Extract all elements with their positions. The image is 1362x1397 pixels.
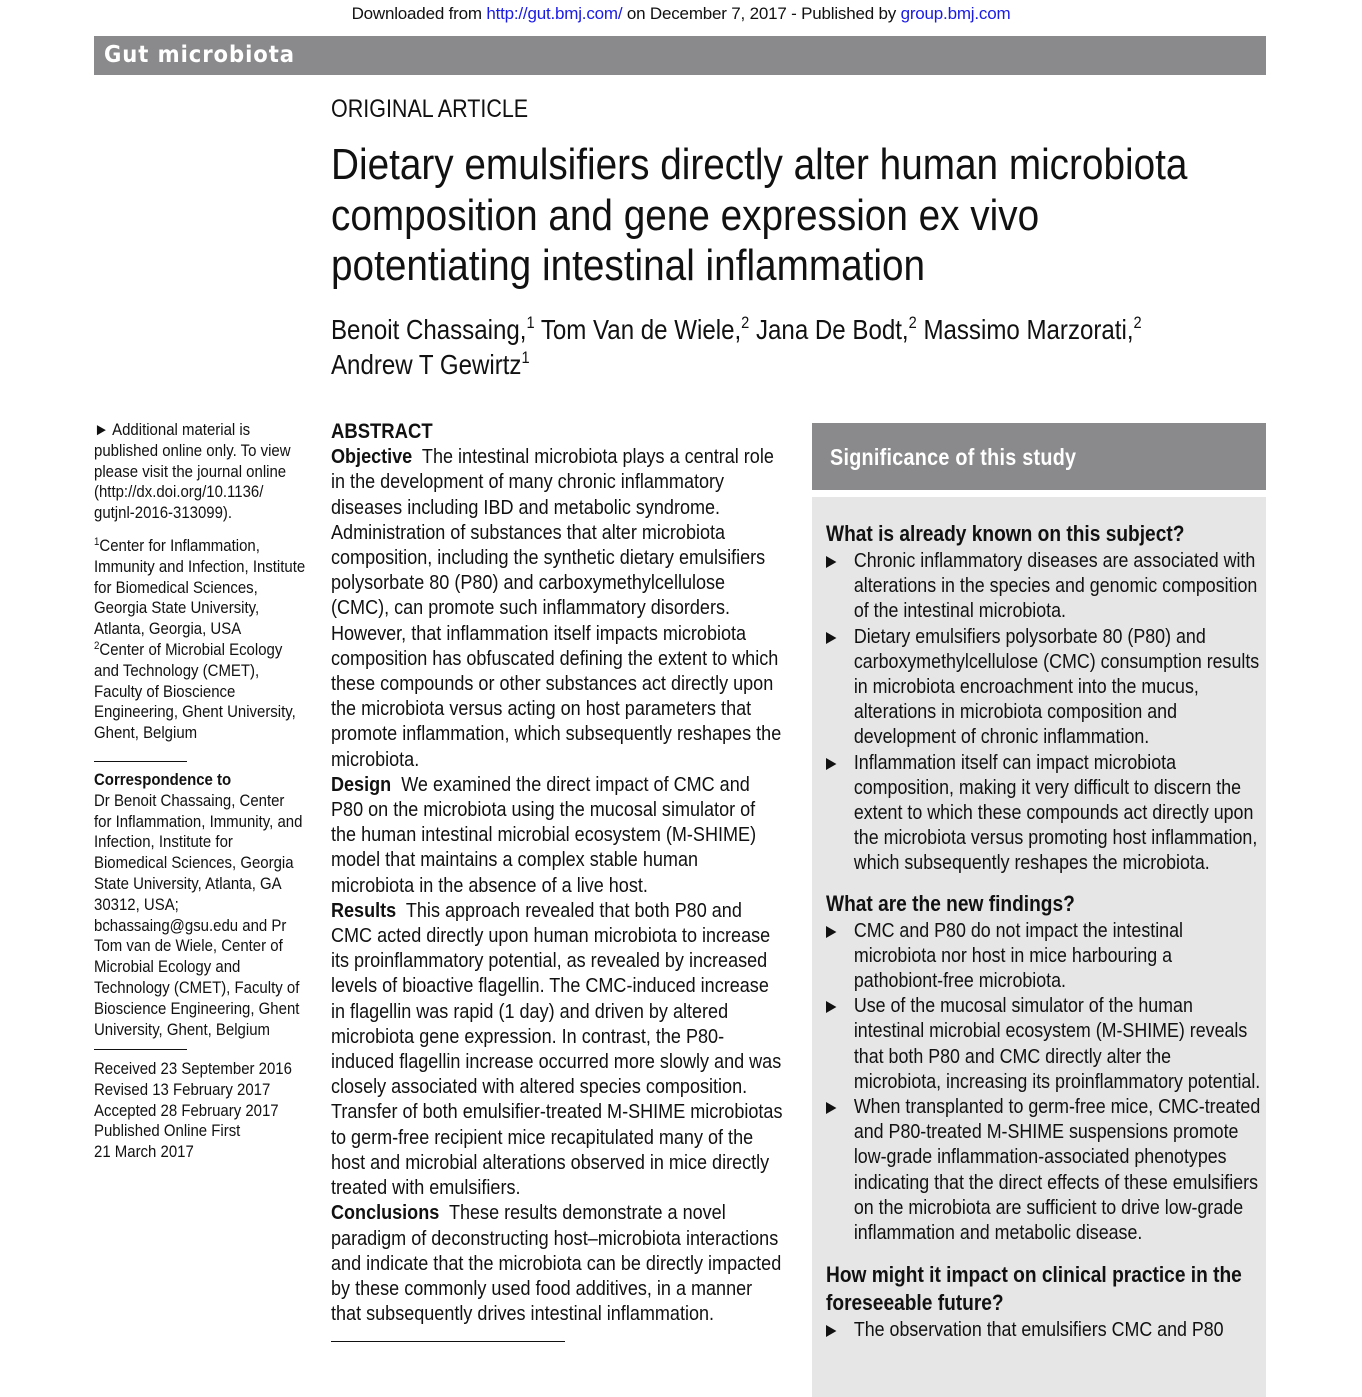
author: Massimo Marzorati,	[923, 314, 1134, 345]
additional-material-text: ► Additional material is published online only. To view please visit the journal online (http://dx.doi.org/10.1136/ gutjnl-2016-313099).	[94, 420, 291, 523]
triangle-bullet-icon	[826, 632, 836, 644]
date-received: Received 23 September 2016	[94, 1059, 292, 1078]
section-text: These results demonstrate a novel paradigm of deconstructing host–microbiota interactions and indicate that the microbiota can be directly impacted by these commonly used food additives, in a manner that subsequently drives intestinal inflammation.	[331, 1201, 782, 1326]
affiliation-number: 2	[94, 639, 100, 652]
author: Tom Van de Wiele,	[540, 314, 742, 345]
triangle-bullet-icon	[826, 758, 836, 770]
section-text: We examined the direct impact of CMC and P80 on the microbiota using the mucosal simulator of the human intestinal microbial ecosystem (M-SHIME) model that maintains a complex stable human microbiota in the absence of a live host.	[331, 772, 757, 897]
group-heading: What are the new findings?	[826, 890, 1075, 916]
title-line: Dietary emulsifiers directly alter human microbiota	[331, 140, 1188, 189]
divider	[94, 761, 187, 762]
author-list	[331, 312, 1191, 382]
bullet-item: Chronic inflammatory diseases are associated with alterations in the species and genomic composition of the intestinal microbiota.	[826, 548, 1261, 624]
triangle-bullet-icon	[826, 556, 836, 568]
title-line: potentiating intestinal inflammation	[331, 241, 926, 290]
section-label: Gut microbiota	[104, 42, 295, 68]
divider	[331, 1341, 565, 1342]
bullet-item: The observation that emulsifiers CMC and P80	[826, 1317, 1261, 1342]
affiliation-text: Center of Microbial Ecology and Technology (CMET), Faculty of Bioscience Engineering, Ghent University, Ghent, Belgium	[94, 639, 296, 743]
affiliations	[94, 536, 305, 744]
affiliation-marker: 2	[908, 313, 917, 332]
bullet-list	[826, 1317, 1261, 1342]
affiliation-text: Center for Inflammation, Immunity and Infection, Institute for Biomedical Sciences, Georgia State University, Atlanta, Georgia, USA	[94, 536, 306, 639]
section-label: Results	[331, 898, 397, 922]
additional-material-note	[94, 420, 305, 524]
author: Andrew T Gewirtz	[331, 349, 522, 380]
article-type: ORIGINAL ARTICLE	[331, 95, 529, 123]
bullet-item: Dietary emulsifiers polysorbate 80 (P80) and carboxymethylcellulose (CMC) consumption results in microbiota encroachment into the mucus, alterations in microbiota composition and development of chronic inflammation.	[826, 624, 1261, 750]
section-label: Design	[331, 772, 392, 796]
section-text: The intestinal microbiota plays a central role in the development of many chronic inflammatory diseases including IBD and metabolic syndrome. Administration of substances that alter microbiota composition, including the synthetic dietary emulsifiers polysorbate 80 (P80) and carboxymethylcellulose (CMC), can promote such inflammatory disorders. However, that inflammation itself impacts microbiota composition has obfuscated defining the extent to which these compounds or other substances act directly upon the microbiota versus acting on host parameters that promote inflammation, which subsequently reshapes the microbiota.	[331, 445, 782, 771]
bullet-item: Use of the mucosal simulator of the human intestinal microbial ecosystem (M-SHIME) reveals that both P80 and CMC directly alter the microbiota, increasing its proinflammatory potential.	[826, 993, 1261, 1094]
affiliation	[94, 640, 305, 744]
date-published-label: Published Online First	[94, 1121, 241, 1141]
affiliation-marker: 1	[526, 313, 535, 332]
triangle-bullet-icon	[826, 926, 836, 938]
divider	[94, 1049, 187, 1050]
triangle-bullet-icon	[826, 1001, 836, 1013]
affiliation-marker: 1	[521, 348, 530, 367]
section-text: This approach revealed that both P80 and CMC acted directly upon human microbiota to increase its proinflammatory potential, as revealed by increased levels of bioactive flagellin. The CMC-induced increase in flagellin was rapid (1 day) and driven by altered microbiota gene expression. In contrast, the P80-induced flagellin increase occurred more slowly and was closely associated with altered species composition. Transfer of both emulsifier-treated M-SHIME microbiotas to germ-free recipient mice recapitulated many of the host and microbial alterations observed in mice directly treated with emulsifiers.	[331, 898, 783, 1200]
group-bmj-link[interactable]: group.bmj.com	[900, 4, 1011, 23]
article-title	[331, 140, 1211, 292]
download-middle: on December 7, 2017 - Published by	[622, 4, 901, 23]
abstract-section-conclusions	[331, 1200, 784, 1326]
section-label: Objective	[331, 445, 413, 469]
date-accepted: Accepted 28 February 2017	[94, 1100, 279, 1120]
affiliation-number: 1	[94, 536, 100, 548]
article-dates	[94, 1059, 305, 1163]
significance-header	[812, 423, 1266, 490]
download-prefix: Downloaded from	[351, 4, 487, 23]
triangle-bullet-icon	[826, 1325, 836, 1337]
affiliation-marker: 2	[741, 313, 750, 332]
date-revised: Revised 13 February 2017	[94, 1079, 271, 1099]
bullet-item: Inflammation itself can impact microbiota composition, making it very difficult to discern the extent to which these compounds act directly upon the microbiota versus promoting host inflammation, which subsequently reshapes the microbiota.	[826, 750, 1261, 876]
affiliation-marker: 2	[1133, 313, 1142, 332]
abstract-section-design	[331, 772, 784, 898]
correspondence	[94, 770, 305, 1040]
bullet-item: When transplanted to germ-free mice, CMC-treated and P80-treated M-SHIME suspensions promote low-grade inflammation-associated phenotypes indicating that the direct effects of these emulsifiers on the microbiota are sufficient to drive low-grade inflammation and metabolic disease.	[826, 1094, 1261, 1245]
title-line: composition and gene expression ex vivo	[331, 190, 1040, 240]
bullet-list	[826, 548, 1261, 876]
abstract-section-results	[331, 898, 784, 1200]
correspondence-heading: Correspondence to	[94, 770, 232, 789]
author: Benoit Chassaing,	[331, 314, 527, 345]
date-published: 21 March 2017	[94, 1142, 194, 1162]
bullet-item: CMC and P80 do not impact the intestinal microbiota nor host in mice harbouring a pathobiont-free microbiota.	[826, 918, 1261, 994]
group-heading: How might it impact on clinical practice in the foreseeable future?	[826, 1262, 1242, 1316]
abstract	[331, 419, 784, 1326]
affiliation	[94, 536, 305, 640]
download-notice	[0, 4, 1362, 24]
significance-content	[826, 520, 1261, 1342]
triangle-bullet-icon	[826, 1102, 836, 1114]
abstract-heading: ABSTRACT	[331, 420, 433, 443]
author: Jana De Bodt,	[756, 314, 909, 345]
abstract-section-objective	[331, 444, 784, 772]
group-heading: What is already known on this subject?	[826, 521, 1185, 546]
section-label: Conclusions	[331, 1201, 440, 1225]
bullet-list	[826, 918, 1261, 1246]
section-banner	[94, 36, 1266, 75]
gut-bmj-link[interactable]: http://gut.bmj.com/	[486, 4, 623, 23]
significance-title: Significance of this study	[830, 444, 1077, 470]
correspondence-text: Dr Benoit Chassaing, Center for Inflammation, Immunity, and Infection, Institute for Biomedical Sciences, Georgia State University, Atlanta, GA 30312, USA; bchassaing@gsu.edu and Pr Tom van de Wiele, Center of Microbial Ecology and Technology (CMET), Faculty of Bioscience Engineering, Ghent University, Ghent, Belgium	[94, 790, 303, 1039]
